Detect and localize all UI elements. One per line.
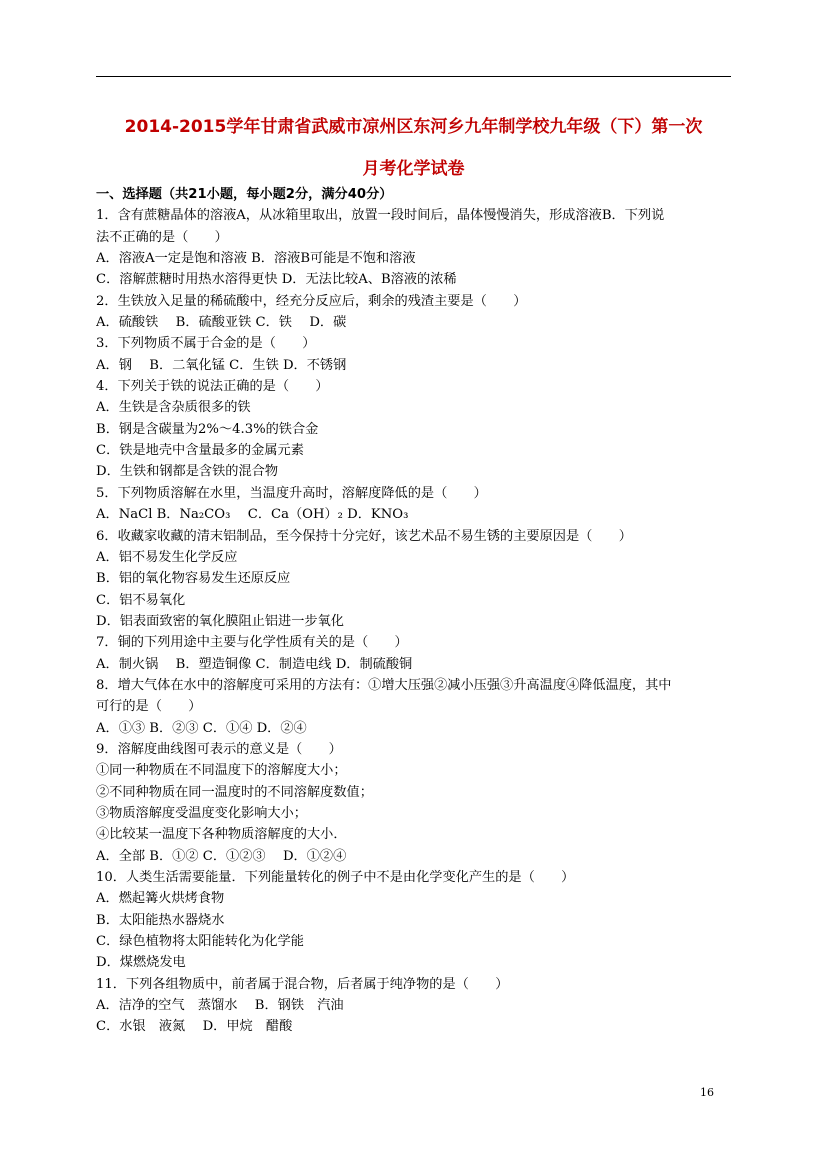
header-rule — [96, 76, 731, 77]
text-line: B．太阳能热水器烧水 — [96, 912, 225, 928]
text-line: A．燃起篝火烘烤食物 — [96, 891, 225, 907]
text-line: D．铝表面致密的氧化膜阻止铝进一步氧化 — [96, 613, 344, 629]
text-line: 可行的是（ ） — [96, 699, 202, 715]
text-line: A．铝不易发生化学反应 — [96, 549, 238, 565]
document-title-line-2: 月考化学试卷 — [362, 159, 465, 179]
text-line: B．铝的氧化物容易发生还原反应 — [96, 571, 291, 587]
text-line: 法不正确的是（ ） — [96, 229, 228, 245]
text-line: 6．收藏家收藏的清末铝制品，至今保持十分完好，该艺术品不易生锈的主要原因是（ ） — [96, 528, 632, 544]
page-number: 16 — [700, 1086, 714, 1099]
text-line: 10．人类生活需要能量．下列能量转化的例子中不是由化学变化产生的是（ ） — [96, 870, 575, 885]
text-line: D．煤燃烧发电 — [96, 955, 186, 971]
text-line: C．铁是地壳中含量最多的金属元素 — [96, 443, 304, 459]
text-line: A．生铁是含杂质很多的铁 — [96, 400, 251, 416]
text-line: 8．增大气体在水中的溶解度可采用的方法有：①增大压强②减小压强③升高温度④降低温度，其中 — [96, 677, 672, 693]
text-line: B．钢是含碳量为2%～4.3%的铁合金 — [96, 421, 319, 437]
text-line: 4．下列关于铁的说法正确的是（ ） — [96, 379, 329, 395]
text-line: A．NaCl B．Na₂CO₃ C．Ca（OH）₂ D．KNO₃ — [96, 507, 409, 523]
text-line: A．制火锅 B．塑造铜像 C．制造电线 D．制硫酸铜 — [96, 656, 413, 672]
text-line: 11．下列各组物质中，前者属于混合物，后者属于纯净物的是（ ） — [96, 976, 509, 992]
document-title-line-1: 2014-2015学年甘肃省武威市凉州区东河乡九年制学校九年级（下）第一次 — [124, 117, 703, 137]
text-line: A．硫酸铁 B．硫酸亚铁 C．铁 D．碳 — [96, 315, 347, 331]
text-line: C．溶解蔗糖时用热水溶得更快 D．无法比较A、B溶液的浓稀 — [96, 272, 457, 288]
document-body — [96, 184, 731, 1038]
text-line: 5．下列物质溶解在水里，当温度升高时，溶解度降低的是（ ） — [96, 485, 487, 501]
text-line: A．钢 B．二氧化锰 C．生铁 D．不锈钢 — [96, 357, 347, 373]
text-line: 2．生铁放入足量的稀硫酸中，经充分反应后，剩余的残渣主要是（ ） — [96, 293, 527, 309]
text-line: ③物质溶解度受温度变化影响大小； — [96, 805, 307, 821]
question-list — [96, 205, 731, 1037]
text-line: C．水银 液氮 D．甲烷 醋酸 — [96, 1019, 293, 1035]
text-line: A．全部 B．①② C．①②③ D．①②④ — [96, 848, 347, 864]
text-line: A．洁净的空气 蒸馏水 B．钢铁 汽油 — [96, 998, 344, 1014]
text-line: A．①③ B．②③ C．①④ D．②④ — [96, 720, 307, 736]
section-heading: 一、选择题（共21小题，每小题2分，满分40分） — [96, 187, 393, 202]
text-line: ②不同种物质在同一温度时的不同溶解度数值； — [96, 784, 373, 800]
text-line: 9．溶解度曲线图可表示的意义是（ ） — [96, 741, 342, 757]
text-line: 3．下列物质不属于合金的是（ ） — [96, 336, 316, 352]
text-line: D．生铁和钢都是含铁的混合物 — [96, 464, 279, 480]
text-line: C．铝不易氧化 — [96, 592, 186, 608]
text-line: 7．铜的下列用途中主要与化学性质有关的是（ ） — [96, 635, 408, 651]
text-line: A．溶液A一定是饱和溶液 B．溶液B可能是不饱和溶液 — [96, 251, 416, 267]
text-line: ④比较某一温度下各种物质溶解度的大小． — [96, 827, 347, 843]
text-line: ①同一种物质在不同温度下的溶解度大小； — [96, 763, 347, 779]
text-line: 1．含有蔗糖晶体的溶液A，从冰箱里取出，放置一段时间后，晶体慢慢消失，形成溶液B．下列说 — [96, 208, 665, 224]
text-line: C．绿色植物将太阳能转化为化学能 — [96, 934, 304, 950]
